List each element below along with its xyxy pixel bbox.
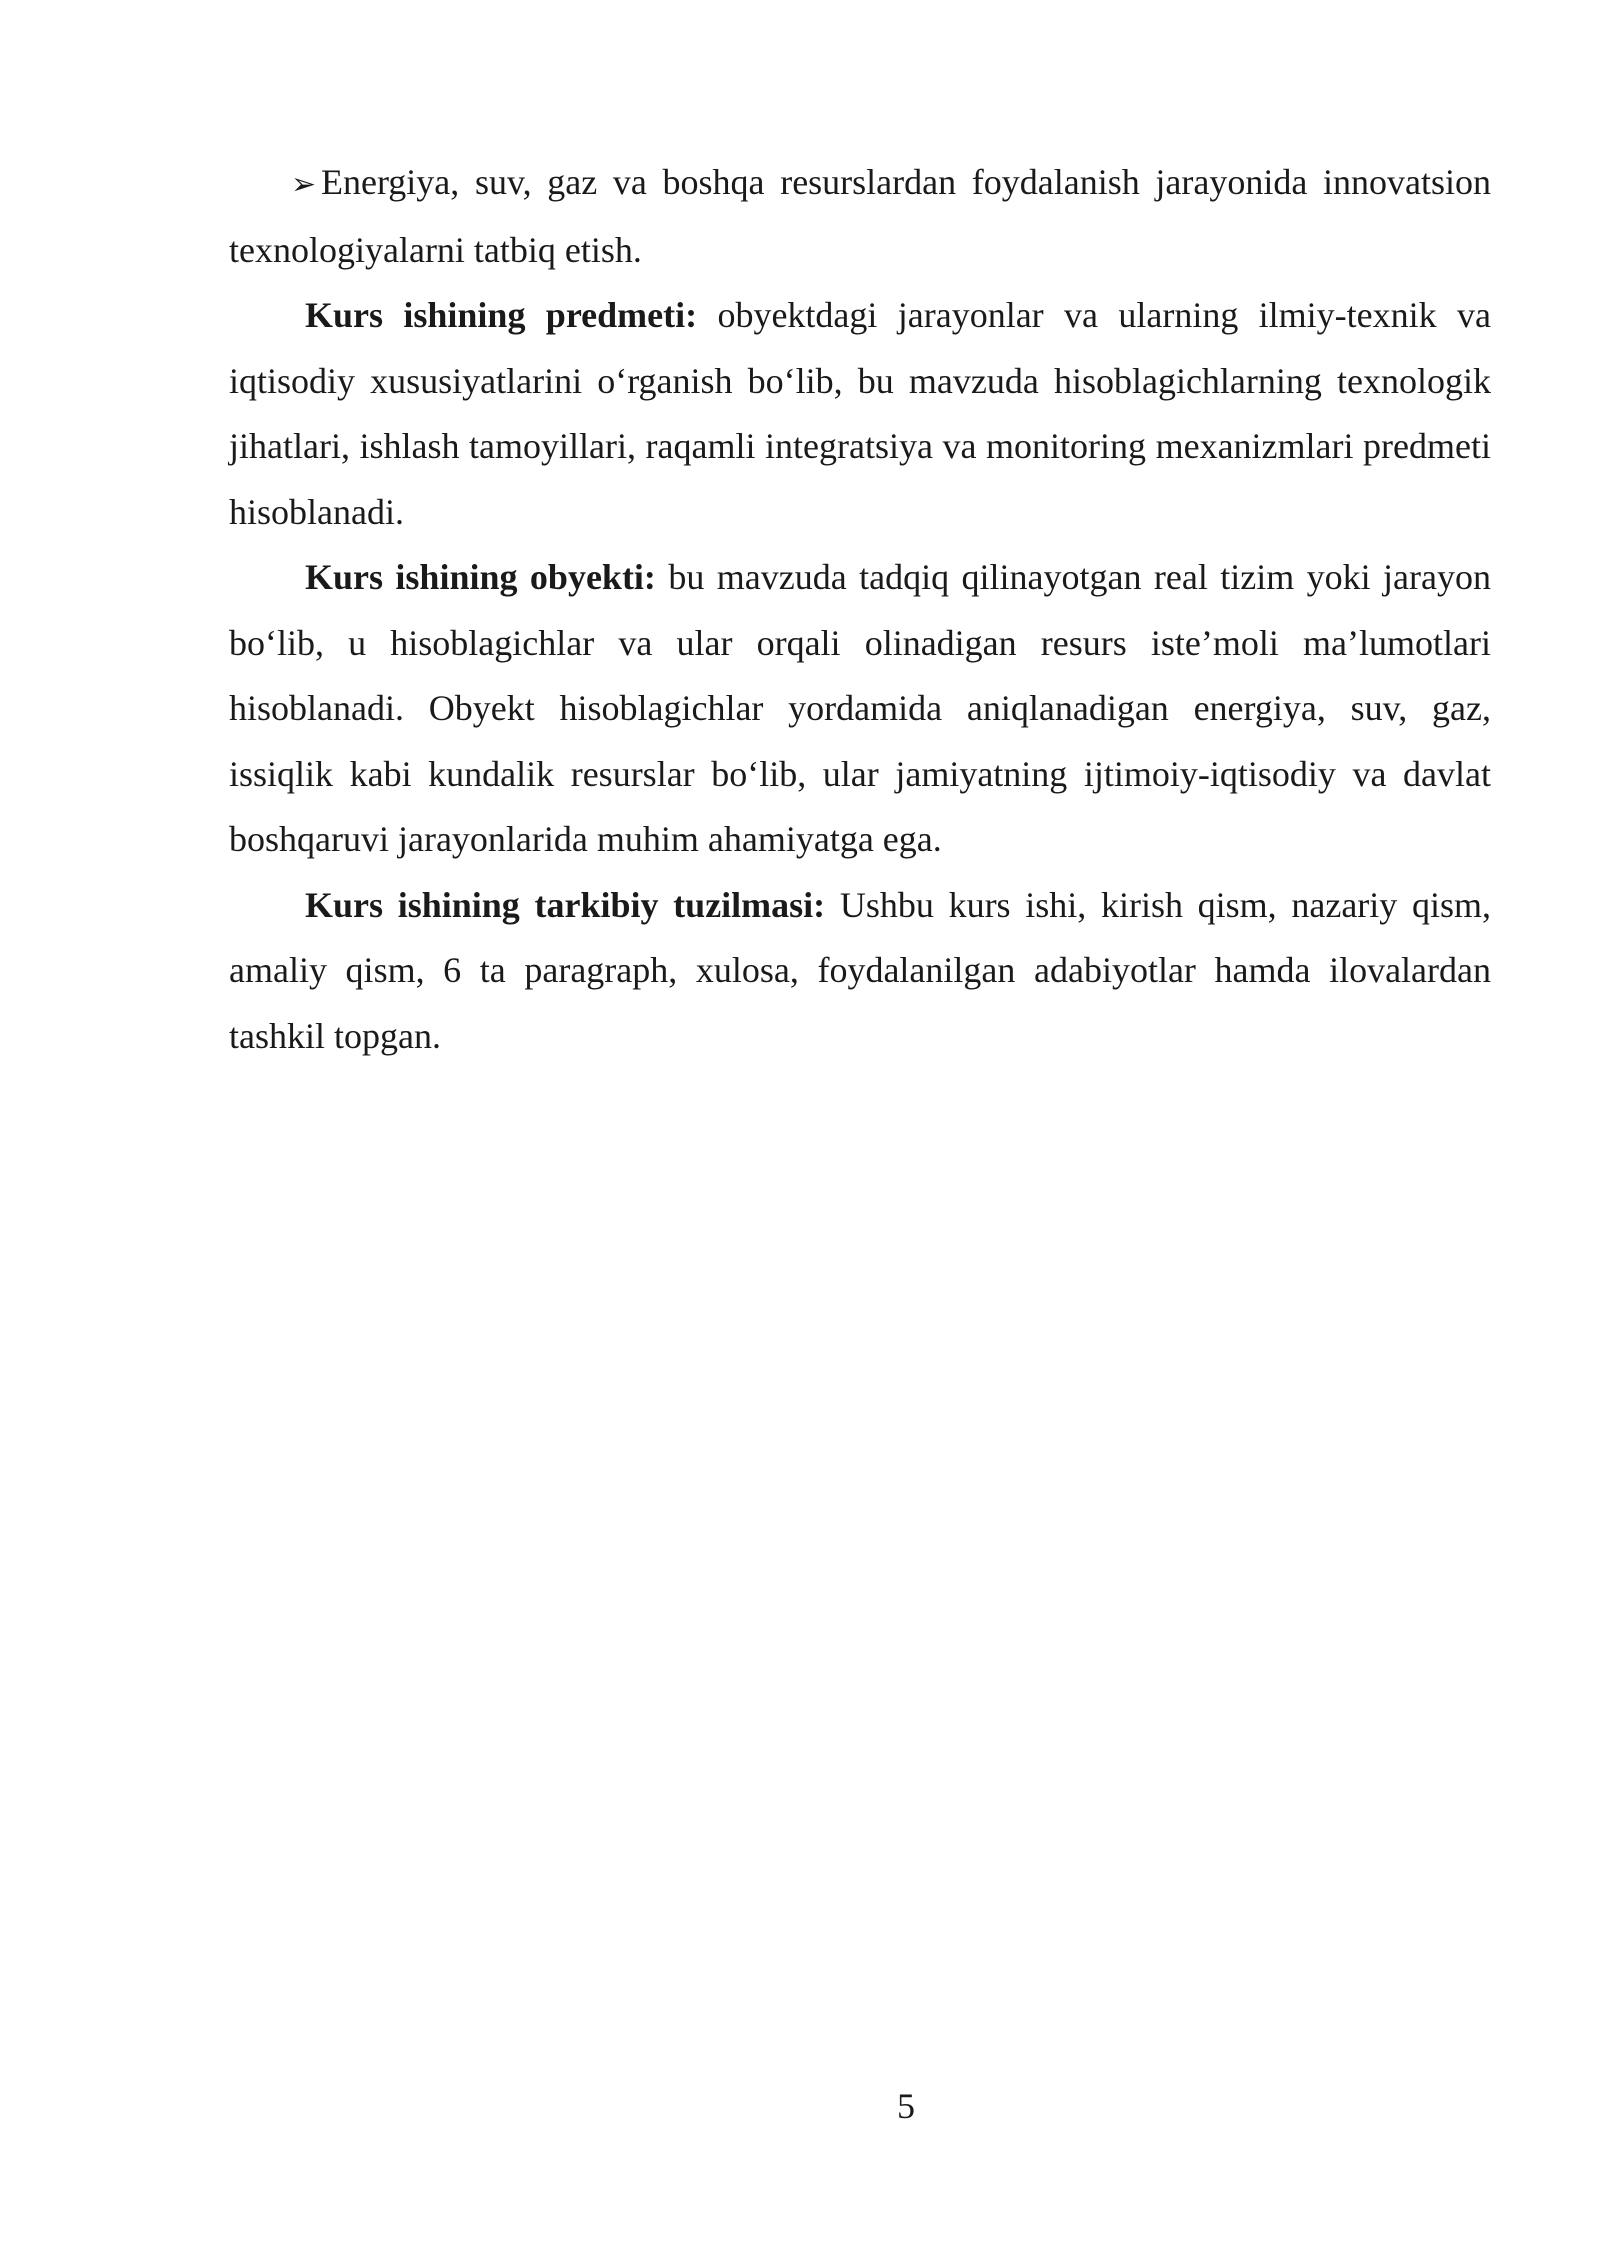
paragraph-label: Kurs ishining obyekti: <box>305 557 656 597</box>
bullet-item <box>229 150 1491 283</box>
paragraph-structure <box>229 873 1491 1070</box>
bullet-text: Energiya, suv, gaz va boshqa resurslardan foydalanish jarayonida innovatsion texnologiyalarni tatbiq etish. <box>229 162 1491 270</box>
paragraph-text: obyektdagi jarayonlar va ularning ilmiy-texnik va iqtisodiy xususiyatlarini oʻrganish boʻlib, bu mavzuda hisoblagichlarning texnologik jihatlari, ishlash tamoyillari, raqamli integratsiya va monitoring mexanizmlari predmeti hisoblanadi. <box>229 295 1491 532</box>
arrow-bullet-icon: ➢ <box>291 167 317 202</box>
paragraph-label: Kurs ishining tarkibiy tuzilmasi: <box>305 884 826 925</box>
page-body <box>229 150 1491 1069</box>
page-number: 5 <box>897 2086 915 2126</box>
paragraph-subject <box>229 283 1491 545</box>
paragraph-object <box>229 545 1491 873</box>
paragraph-text: Ushbu kurs ishi, kirish qism, nazariy qism, amaliy qism, 6 ta paragraph, xulosa, foydalanilgan adabiyotlar hamda ilovalardan tashkil topgan. <box>229 884 1491 1056</box>
paragraph-text: bu mavzuda tadqiq qilinayotgan real tizim yoki jarayon boʻlib, u hisoblagichlar va ular orqali olinadigan resurs iste’moli ma’lumotlari hisoblanadi. Obyekt hisoblagichlar yordamida aniqlanadigan energiya, suv, gaz, issiqlik kabi kundalik resurslar boʻlib, ular jamiyatning ijtimoiy-iqtisodiy va davlat boshqaruvi jarayonlarida muhim ahamiyatga ega. <box>229 557 1491 859</box>
paragraph-label: Kurs ishining predmeti: <box>305 295 698 335</box>
